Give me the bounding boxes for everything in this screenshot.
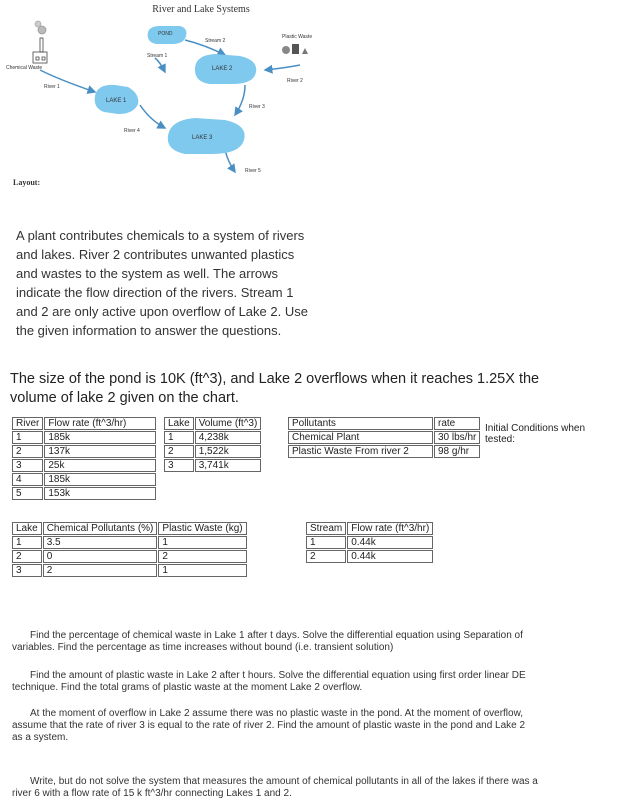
question-line: At the moment of overflow in Lake 2 assume there was no plastic waste in the pond. At the moment of overflow, [30,708,524,719]
question-2 [12,670,620,694]
table-cell: 3 [12,564,42,577]
intro-line: and wastes to the system as well. The arrows [16,266,279,281]
table-header-row [306,522,433,535]
stream-1-label: Stream 1 [147,53,168,59]
table-row [288,431,480,444]
table-cell: 30 lbs/hr [434,431,480,444]
table-row [306,536,433,549]
table-cell: 3 [164,459,194,472]
table-header-row [288,417,480,430]
table-header: Stream [306,522,346,535]
table-cell: 1,522k [195,445,262,458]
page-title: River and Lake Systems [152,4,250,15]
table-header: rate [434,417,480,430]
river-2-label: River 2 [287,78,303,84]
table-row [12,431,156,444]
pollutants-table [287,416,481,459]
table-cell: 3.5 [43,536,158,549]
table-row [164,459,261,472]
table-cell: 185k [44,431,156,444]
table-cell: 3 [12,459,43,472]
table-cell: 1 [164,431,194,444]
table-cell: 4,238k [195,431,262,444]
question-line: as a system. [12,732,69,743]
table-header: River [12,417,43,430]
lake-3-label: LAKE 3 [192,135,213,141]
lakes-volume-table [163,416,262,473]
table-header: Flow rate (ft^3/hr) [44,417,156,430]
table-cell: 1 [12,431,43,444]
size-info [10,370,628,408]
table-cell: 2 [158,550,246,563]
table-row [288,445,480,458]
river-1-label: River 1 [44,84,60,90]
pond-label: POND [158,31,173,37]
lake-2-label: LAKE 2 [212,66,233,72]
table-row [164,445,261,458]
table-row [12,550,247,563]
table-cell: 2 [12,550,42,563]
stream-2-label: Stream 2 [205,38,226,44]
table-cell: 3,741k [195,459,262,472]
question-3 [12,708,620,744]
question-line: Find the percentage of chemical waste in Lake 1 after t days. Solve the differential equation using Separation of [30,630,523,641]
table-row [164,431,261,444]
question-line: variables. Find the percentage as time increases without bound (i.e. transient solution) [12,642,394,653]
table-header: Chemical Pollutants (%) [43,522,158,535]
plastic-waste-label: Plastic Waste [282,34,313,40]
plastic-waste-icon [282,44,308,54]
table-header-row [12,417,156,430]
table-cell: 185k [44,473,156,486]
table-header-row [164,417,261,430]
question-line: Write, but do not solve the system that measures the amount of chemical pollutants in all of the lakes if there was a [30,776,538,787]
table-row [12,536,247,549]
chemical-waste-label: Chemical Waste [6,65,43,71]
table-cell: 25k [44,459,156,472]
table-cell: 2 [164,445,194,458]
size-info-line: volume of lake 2 given on the chart. [10,390,239,406]
rivers-table [11,416,157,501]
lake-conditions-table [11,521,248,578]
table-header: Volume (ft^3) [195,417,262,430]
table-cell: 1 [158,564,246,577]
note-line: tested: [485,434,516,445]
table-cell: Plastic Waste From river 2 [288,445,433,458]
intro-line: A plant contributes chemicals to a system of rivers [16,228,305,243]
note-line: Initial Conditions when [485,423,586,434]
table-cell: Chemical Plant [288,431,433,444]
river-3-line [235,85,245,115]
river-4-line [140,105,165,128]
table-cell: 137k [44,445,156,458]
table-row [306,550,433,563]
river-lake-map [0,0,402,180]
table-header: Flow rate (ft^3/hr) [347,522,433,535]
table-cell: 2 [12,445,43,458]
table-row [12,487,156,500]
intro-paragraph [16,226,351,340]
intro-line: indicate the flow direction of the rivers. Stream 1 [16,285,294,300]
table-cell: 98 g/hr [434,445,480,458]
table-row [12,564,247,577]
table-cell: 153k [44,487,156,500]
table-row [12,473,156,486]
question-line: Find the amount of plastic waste in Lake 2 after t hours. Solve the differential equation using first order linear DE [30,670,526,681]
table-cell: 5 [12,487,43,500]
question-1 [12,630,620,654]
river-3-label: River 3 [249,104,265,110]
table-header: Lake [12,522,42,535]
question-line: river 6 with a flow rate of 15 k ft^3/hr connecting Lakes 1 and 2. [12,788,292,799]
table-row [12,459,156,472]
table-header: Lake [164,417,194,430]
streams-table [305,521,434,564]
table-cell: 4 [12,473,43,486]
river-4-label: River 4 [124,128,140,134]
table-cell: 1 [12,536,42,549]
intro-line: the given information to answer the questions. [16,323,282,338]
table-header: Pollutants [288,417,433,430]
river-5-line [225,150,235,172]
question-line: assume that the rate of river 3 is equal to the rate of river 2. Find the amount of plastic waste in the pond and Lake 2 [12,720,526,731]
table-cell: 0.44k [347,536,433,549]
table-cell: 2 [306,550,346,563]
initial-conditions-note [485,423,585,445]
table-cell: 0 [43,550,158,563]
table-header: Plastic Waste (kg) [158,522,246,535]
table-row [12,445,156,458]
layout-label: Layout: [13,178,41,187]
size-info-line: The size of the pond is 10K (ft^3), and Lake 2 overflows when it reaches 1.25X the [10,371,540,387]
question-line: technique. Find the total grams of plastic waste at the moment Lake 2 overflow. [12,682,363,693]
river-2-line [265,65,300,70]
factory-icon [33,21,47,63]
table-cell: 1 [158,536,246,549]
river-5-label: River 5 [245,168,261,174]
table-cell: 2 [43,564,158,577]
table-cell: 0.44k [347,550,433,563]
lake-1-label: LAKE 1 [106,98,127,104]
intro-line: and lakes. River 2 contributes unwanted plastics [16,247,295,262]
question-4 [12,776,620,800]
intro-line: and 2 are only active upon overflow of Lake 2. Use [16,304,308,319]
table-cell: 1 [306,536,346,549]
table-header-row [12,522,247,535]
stream-1-line [155,58,165,72]
